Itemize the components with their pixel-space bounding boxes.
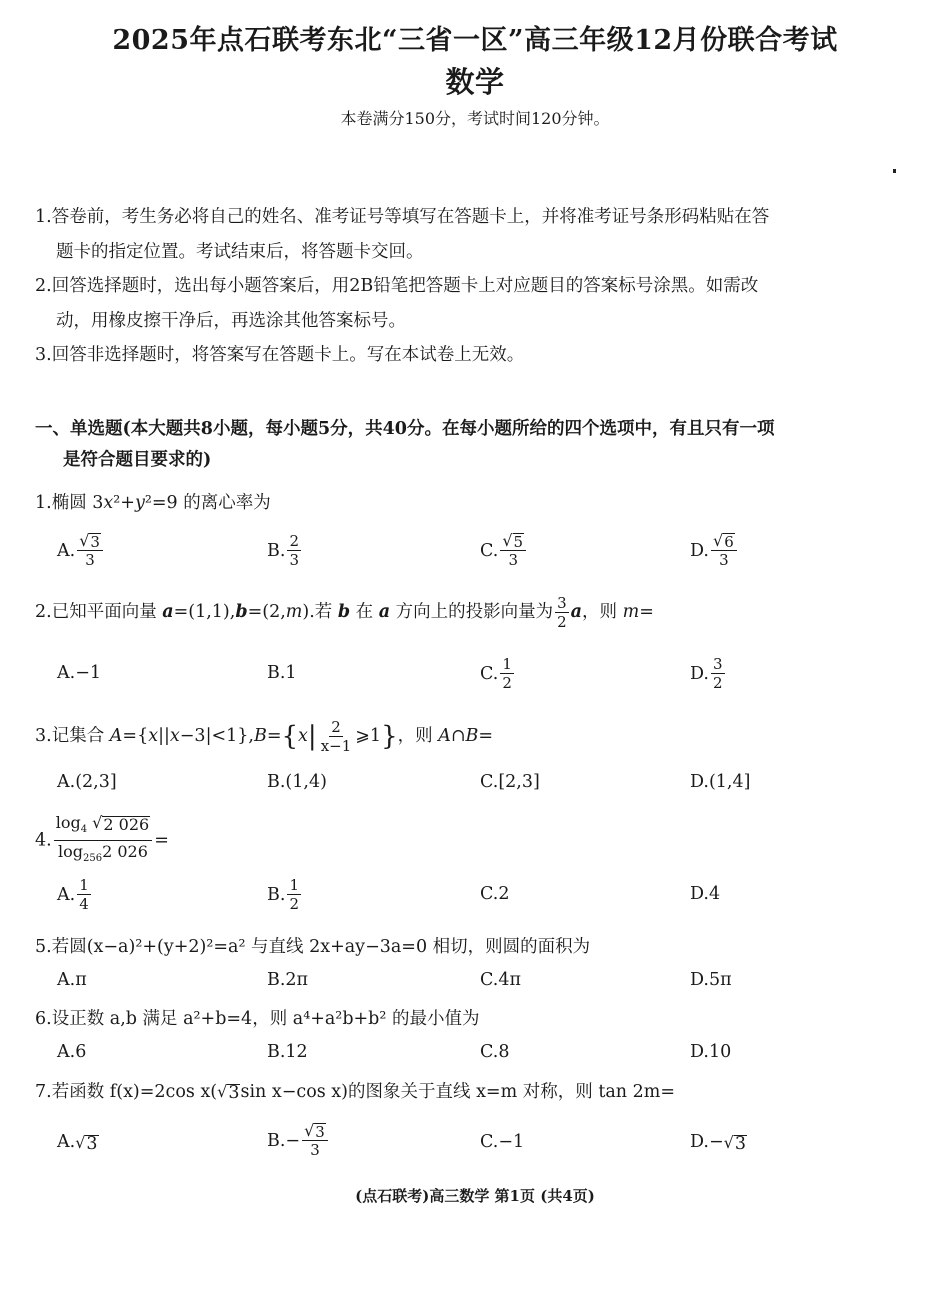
option-a: A.−1 bbox=[57, 663, 101, 683]
option-d: D. $\frac{3}{2}$ bbox=[690, 655, 723, 692]
question-1-stem: 1.椭圆 3x²+y²=9 的离心率为 bbox=[35, 493, 271, 513]
question-7-options bbox=[57, 1122, 917, 1168]
option-b: B.1 bbox=[267, 663, 297, 683]
option-b: B.12 bbox=[267, 1042, 308, 1062]
option-d: D.5π bbox=[690, 970, 732, 990]
option-d: D.4 bbox=[690, 884, 721, 904]
option-b: B. $\frac{2}{3}$ bbox=[267, 532, 299, 569]
question-3-stem: 3.记集合 A={x||x−3|<1},B={x| $\frac{2}{x-1}$ ⩾1}，则 A∩B= bbox=[35, 718, 494, 755]
question-5-stem: 5.若圆(x−a)²+(y+2)²=a² 与直线 2x+ay−3a=0 相切，则圆的面积为 bbox=[35, 937, 591, 957]
subject-title: 数学 bbox=[445, 65, 505, 99]
option-a: A.π bbox=[57, 970, 87, 990]
instruction-item: 2.回答选择题时，选出每小题答案后，用2B铅笔把答题卡上对应题目的答案标号涂黑。如需改 动，用橡皮擦干净后，再选涂其他答案标号。 bbox=[35, 276, 759, 331]
option-c: C.4π bbox=[480, 970, 521, 990]
question-2-options bbox=[57, 655, 917, 697]
option-d: D. √ 6 3 bbox=[690, 532, 739, 569]
option-b: B.(1,4) bbox=[267, 772, 327, 792]
option-d: D.(1,4] bbox=[690, 772, 751, 792]
question-4-stem: 4. $\log_4$ √ 2 026 $\log_{256}2$ 026 = bbox=[35, 813, 169, 865]
option-b: B. $\frac{1}{2}$ bbox=[267, 876, 299, 913]
question-7-stem: 7.若函数 f(x)=2cos x( √ 3 sin x−cos x)的图象关于直线 x=m 对称，则 tan 2m= bbox=[35, 1082, 676, 1103]
option-d: D.10 bbox=[690, 1042, 732, 1062]
speck-mark bbox=[893, 169, 896, 173]
exam-subtitle: 本卷满分150分，考试时间120分钟。 bbox=[340, 109, 610, 128]
option-b: B.2π bbox=[267, 970, 309, 990]
instructions bbox=[35, 200, 915, 373]
option-c: C.[2,3] bbox=[480, 772, 540, 792]
instruction-item: 3.回答非选择题时，将答案写在答题卡上。写在本试卷上无效。 bbox=[35, 345, 525, 365]
question-4-options bbox=[57, 876, 917, 918]
option-c: C.2 bbox=[480, 884, 510, 904]
option-c: C. $\frac{1}{2}$ bbox=[480, 655, 512, 692]
option-c: C.−1 bbox=[480, 1132, 525, 1152]
option-a: A. $\frac{1}{4}$ bbox=[57, 876, 89, 913]
option-c: C.8 bbox=[480, 1042, 510, 1062]
option-a: A. √ 3 bbox=[57, 1132, 98, 1154]
question-1-options bbox=[57, 532, 917, 578]
section-heading: 一、单选题(本大题共8小题，每小题5分，共40分。在每小题所给的四个选项中，有且只有一项 是符合题目要求的) bbox=[35, 419, 775, 470]
instruction-item: 1.答卷前，考生务必将自己的姓名、准考证号等填写在答题卡上，并将准考证号条形码粘贴在答 题卡的指定位置。考试结束后，将答题卡交回。 bbox=[35, 207, 770, 262]
option-c: C. √ 5 3 bbox=[480, 532, 528, 569]
option-a: A. √ 3 3 bbox=[57, 532, 105, 569]
option-d: D.− √ 3 bbox=[690, 1132, 746, 1154]
exam-title: 2025年点石联考东北“三省一区”高三年级12月份联合考试 bbox=[112, 25, 838, 56]
option-b: B.− √ 3 3 bbox=[267, 1122, 330, 1159]
page-footer: (点石联考)高三数学 第1页 (共4页) bbox=[355, 1187, 595, 1205]
question-2-stem: 2.已知平面向量 a=(1,1),b=(2,m).若 b 在 a 方向上的投影向量为 $\frac{3}{2}$ a，则 m= bbox=[35, 594, 654, 631]
option-a: A.6 bbox=[57, 1042, 87, 1062]
option-a: A.(2,3] bbox=[57, 772, 117, 792]
question-6-stem: 6.设正数 a,b 满足 a²+b=4，则 a⁴+a²b+b² 的最小值为 bbox=[35, 1009, 480, 1029]
